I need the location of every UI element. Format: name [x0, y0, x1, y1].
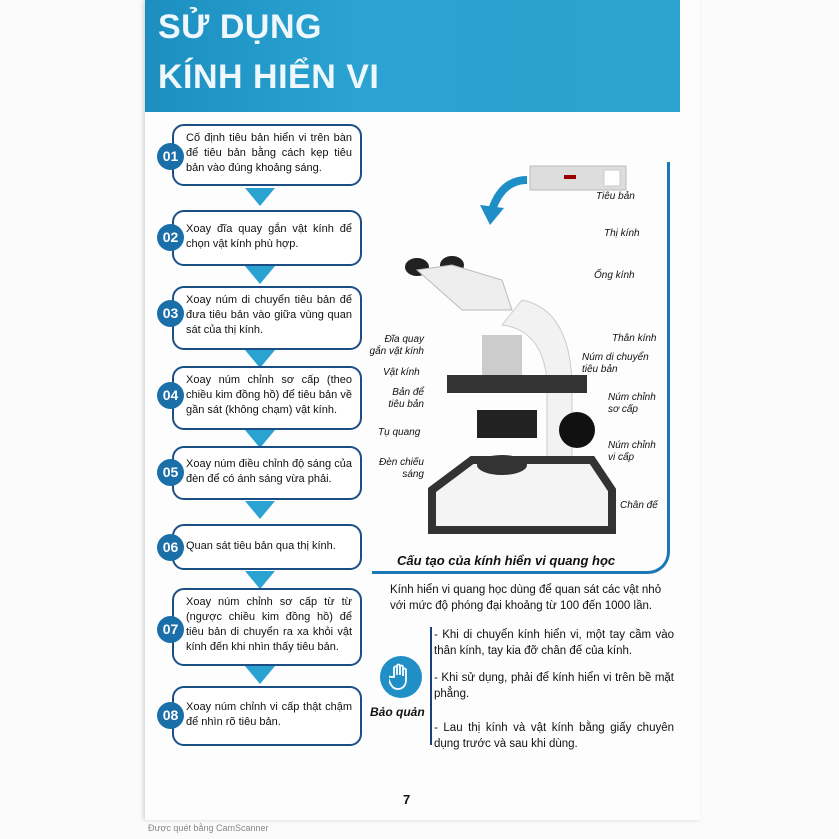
care-item: - Khi di chuyển kính hiển vi, một tay cầm vào thân kính, tay kia đỡ chân đế của kính.	[434, 629, 674, 657]
label-num-so-cap: Núm chỉnh sơ cấp	[608, 392, 656, 415]
step-01: Cố định tiêu bản hiển vi trên bàn để tiêu bản bằng cách kẹp tiêu bản vào đúng khoảng sáng.	[172, 124, 362, 186]
step-badge: 05	[157, 459, 184, 486]
label-ban-de: Bản để tiêu bản	[388, 387, 424, 410]
step-06: Quan sát tiêu bản qua thị kính.	[172, 524, 362, 570]
label-thi-kinh: Thị kính	[604, 228, 640, 239]
title-line-1: SỬ DỤNG	[158, 8, 322, 46]
step-08: Xoay núm chỉnh vi cấp thật chậm để nhìn rõ tiêu bản.	[172, 686, 362, 746]
step-badge: 07	[157, 616, 184, 643]
label-den: Đèn chiếu sáng	[378, 457, 424, 480]
diagram-caption: Cấu tạo của kính hiển vi quang học	[397, 553, 616, 568]
arrow-down-icon	[245, 501, 275, 519]
step-07: Xoay núm chỉnh sơ cấp từ từ (ngược chiều kim đồng hồ) để tiêu bản di chuyển ra xa khỏi vật kính đến khi nhìn thấy tiêu bản.	[172, 588, 362, 666]
care-item: - Khi sử dụng, phải để kính hiển vi trên bề mặt phẳng.	[434, 672, 674, 700]
step-05: Xoay núm điều chỉnh độ sáng của đèn để có ánh sáng vừa phải.	[172, 446, 362, 500]
page-number: 7	[403, 792, 411, 807]
step-badge: 03	[157, 300, 184, 327]
step-badge: 01	[157, 143, 184, 170]
scanner-watermark: Được quét bằng CamScanner	[148, 823, 269, 833]
arrow-down-icon	[245, 266, 275, 284]
step-03: Xoay núm di chuyển tiêu bản để đưa tiêu bản vào giữa vùng quan sát của thị kính.	[172, 286, 362, 350]
label-dia-quay: Đĩa quay gắn vật kính	[369, 334, 424, 357]
label-tu-quang: Tụ quang	[378, 427, 421, 438]
label-ong-kinh: Ống kính	[594, 270, 635, 281]
step-badge: 04	[157, 382, 184, 409]
label-vat-kinh: Vật kính	[383, 367, 420, 378]
step-04: Xoay núm chỉnh sơ cấp (theo chiều kim đồng hồ) để tiêu bản về gần sát (không chạm) vật kính.	[172, 366, 362, 430]
label-chan-de: Chân đế	[620, 500, 658, 511]
title-line-2: KÍNH HIỂN VI	[158, 58, 380, 96]
divider	[430, 627, 432, 745]
step-02: Xoay đĩa quay gắn vật kính để chọn vật kính phù hợp.	[172, 210, 362, 266]
intro-text: Kính hiển vi quang học dùng để quan sát các vật nhỏ với mức độ phóng đại khoảng từ 100 đến 1000 lần.	[390, 584, 662, 612]
arrow-down-icon	[245, 188, 275, 206]
arrow-down-icon	[245, 666, 275, 684]
hand-icon	[380, 656, 422, 698]
label-num-vi-cap: Núm chỉnh vi cấp	[608, 440, 656, 463]
step-badge: 08	[157, 702, 184, 729]
label-than-kinh: Thân kính	[612, 333, 657, 344]
step-badge: 06	[157, 534, 184, 561]
step-badge: 02	[157, 224, 184, 251]
label-tieu-ban: Tiêu bản	[596, 191, 635, 202]
arrow-down-icon	[245, 571, 275, 589]
care-item: - Lau thị kính và vật kính bằng giấy chuyên dụng trước và sau khi dùng.	[434, 722, 674, 750]
care-label: Bảo quản	[370, 705, 425, 719]
label-num-di-chuyen: Núm di chuyển tiêu bản	[582, 352, 649, 375]
